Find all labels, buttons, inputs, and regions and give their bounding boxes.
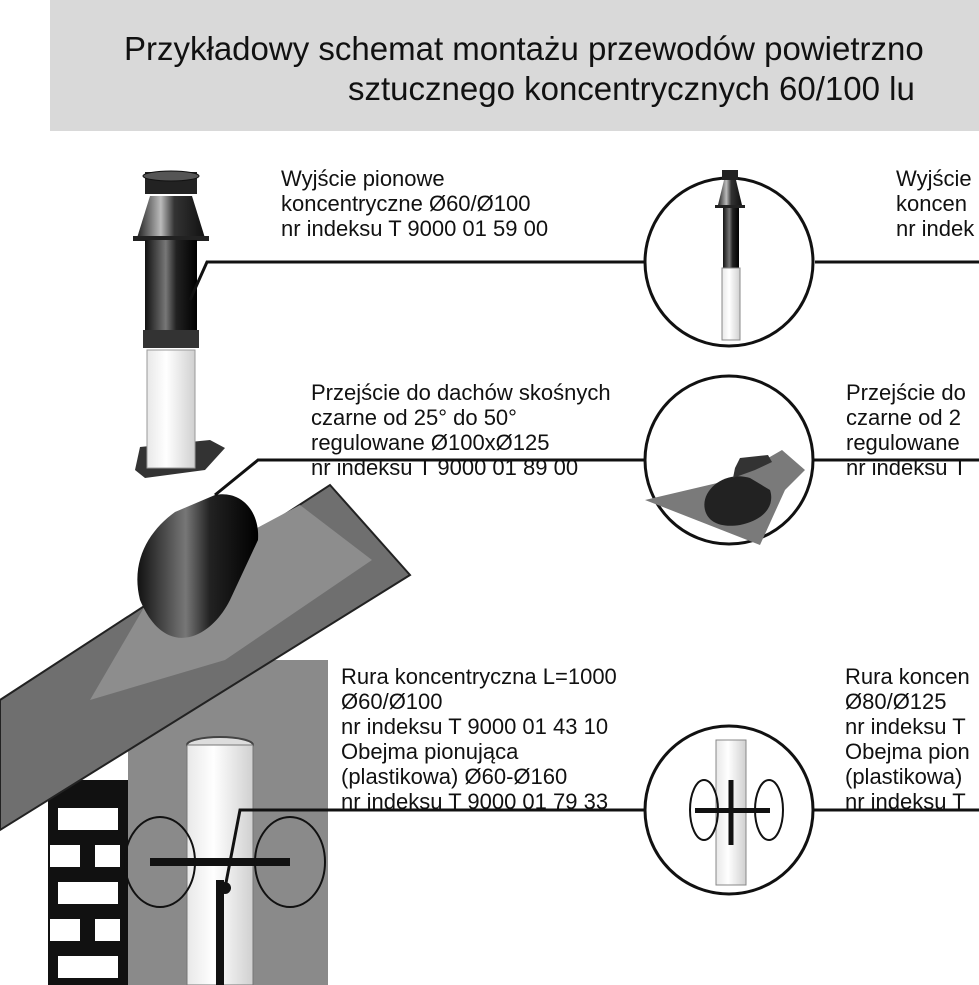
label-pipe-right: [845, 664, 970, 814]
label-pipe-left: [341, 664, 617, 814]
label-line: Wyjście pionowe: [281, 166, 445, 191]
label-line: Ø80/Ø125: [845, 689, 947, 714]
detail-circle-outlet: [645, 170, 813, 346]
label-line: czarne od 2: [846, 405, 961, 430]
detail-circle-pipe: [645, 726, 813, 894]
label-line: regulowane Ø100xØ125: [311, 430, 550, 455]
label-line: czarne od 25° do 50°: [311, 405, 517, 430]
label-line: nr indeksu T 9000 01 43 10: [341, 714, 609, 739]
label-line: nr indeksu T 9000 01 59 00: [281, 216, 549, 241]
label-line: Przejście do: [846, 380, 966, 405]
label-vertical-outlet-right: [896, 166, 974, 241]
label-line: nr indeksu T: [845, 714, 966, 739]
detail-circle-roof-passage: [645, 376, 813, 545]
label-roof-passage-left: [311, 380, 611, 480]
label-line: regulowane: [846, 430, 960, 455]
page-title-line-1: Przykładowy schemat montażu przewodów powietrzno: [124, 30, 924, 67]
label-line: Obejma pionująca: [341, 739, 519, 764]
label-line: nr indeksu T: [845, 789, 966, 814]
label-line: Rura koncen: [845, 664, 970, 689]
label-line: nr indeksu T 9000 01 89 00: [311, 455, 579, 480]
label-line: (plastikowa) Ø60-Ø160: [341, 764, 568, 789]
label-line: koncen: [896, 191, 967, 216]
label-line: (plastikowa): [845, 764, 963, 789]
label-line: Rura koncentryczna L=1000: [341, 664, 617, 689]
page-title-line-2: sztucznego koncentrycznych 60/100 lu: [348, 70, 915, 107]
label-vertical-outlet-left: [281, 166, 548, 241]
label-line: Wyjście: [896, 166, 972, 191]
label-line: Ø60/Ø100: [341, 689, 443, 714]
label-line: nr indeksu T 9000 01 79 33: [341, 789, 609, 814]
vertical-outlet-left: [133, 171, 209, 468]
label-line: nr indek: [896, 216, 975, 241]
label-line: nr indeksu T: [846, 455, 967, 480]
brick-wall: [48, 780, 128, 985]
label-line: koncentryczne Ø60/Ø100: [281, 191, 531, 216]
label-line: Obejma pion: [845, 739, 970, 764]
label-line: Przejście do dachów skośnych: [311, 380, 611, 405]
label-roof-passage-right: [846, 380, 967, 480]
